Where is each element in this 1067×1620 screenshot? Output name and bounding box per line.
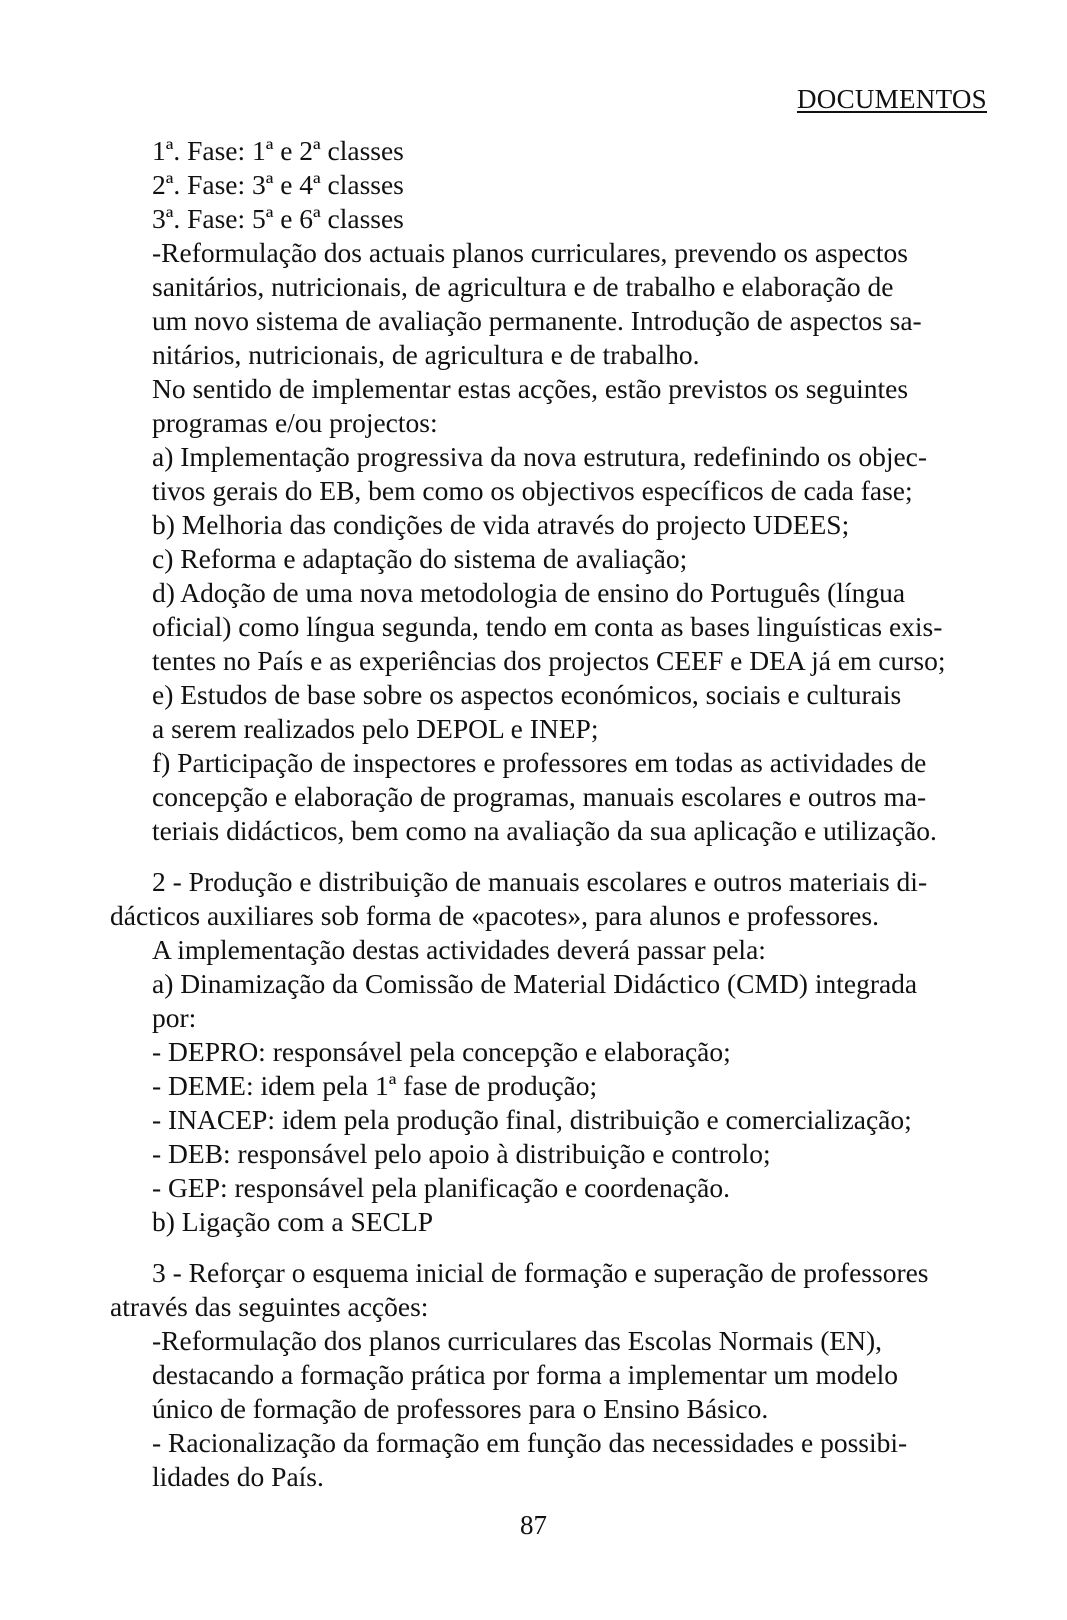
program-item-e: [152, 678, 985, 746]
program-item-b: [152, 508, 985, 542]
section-2-body: [110, 933, 985, 1239]
text-line: a serem realizados pelo DEPOL e INEP;: [152, 713, 599, 744]
text-line: sanitários, nutricionais, de agricultura e de trabalho e elaboração de: [152, 271, 894, 302]
section-3-heading: [110, 1256, 985, 1324]
phase-line: 1ª. Fase: 1ª e 2ª classes: [152, 135, 404, 166]
section-3-body: [110, 1324, 985, 1494]
text-line: lidades do País.: [152, 1461, 324, 1492]
page-number: 87: [520, 1510, 547, 1540]
text-line: a) Dinamização da Comissão de Material Didáctico (CMD) integrada: [152, 968, 918, 999]
text-line: e) Estudos de base sobre os aspectos económicos, sociais e culturais: [152, 679, 902, 710]
text-line: programas e/ou projectos:: [152, 407, 438, 438]
programs-intro: [110, 372, 985, 440]
text-line: - Racionalização da formação em função das necessidades e possibi-: [152, 1427, 908, 1458]
running-header: DOCUMENTOS: [796, 84, 987, 114]
program-item-c: [152, 542, 985, 576]
text-line: nitários, nutricionais, de agricultura e de trabalho.: [152, 339, 700, 370]
text-line: a) Implementação progressiva da nova estrutura, redefinindo os objec-: [152, 441, 928, 472]
text-line: único de formação de professores para o Ensino Básico.: [152, 1393, 769, 1424]
text-line: -Reformulação dos planos curriculares das Escolas Normais (EN),: [152, 1325, 883, 1356]
member-line: - GEP: responsável pela planificação e coordenação.: [152, 1172, 730, 1203]
text-line: 2 - Produção e distribuição de manuais escolares e outros materiais di-: [152, 866, 928, 897]
text-line: c) Reforma e adaptação do sistema de avaliação;: [152, 543, 688, 574]
member-line: - DEME: idem pela 1ª fase de produção;: [152, 1070, 598, 1101]
phase-list: [110, 134, 985, 236]
text-line: 3 - Reforçar o esquema inicial de formação e superação de professores: [152, 1257, 929, 1288]
reformulation-paragraph: [110, 236, 985, 372]
text-line: b) Ligação com a SECLP: [152, 1206, 434, 1237]
program-item-f: [152, 746, 985, 848]
text-line: teriais didácticos, bem como na avaliação da sua aplicação e utilização.: [152, 815, 937, 846]
text-line: destacando a formação prática por forma a implementar um modelo: [152, 1359, 899, 1390]
text-line: d) Adoção de uma nova metodologia de ensino do Português (língua: [152, 577, 906, 608]
text-line: um novo sistema de avaliação permanente. Introdução de aspectos sa-: [152, 305, 922, 336]
text-line: dácticos auxiliares sob forma de «pacotes», para alunos e professores.: [110, 900, 879, 931]
member-line: - DEB: responsável pelo apoio à distribuição e controlo;: [152, 1138, 771, 1169]
text-line: oficial) como língua segunda, tendo em conta as bases linguísticas exis-: [152, 611, 943, 642]
program-item-d: [152, 576, 985, 678]
phase-line: 2ª. Fase: 3ª e 4ª classes: [152, 169, 404, 200]
text-line: por:: [152, 1002, 197, 1033]
section-gap: [110, 848, 985, 865]
member-line: - INACEP: idem pela produção final, distribuição e comercialização;: [152, 1104, 912, 1135]
section-gap: [110, 1239, 985, 1256]
text-line: f) Participação de inspectores e professores em todas as actividades de: [152, 747, 927, 778]
text-line: tentes no País e as experiências dos projectos CEEF e DEA já em curso;: [152, 645, 946, 676]
text-line: tivos gerais do EB, bem como os objectivos específicos de cada fase;: [152, 475, 913, 506]
text-line: concepção e elaboração de programas, manuais escolares e outros ma-: [152, 781, 927, 812]
program-item-a: [152, 440, 985, 508]
page-body: [110, 134, 985, 1494]
phase-line: 3ª. Fase: 5ª e 6ª classes: [152, 203, 404, 234]
text-line: A implementação destas actividades deverá passar pela:: [152, 934, 766, 965]
text-line: -Reformulação dos actuais planos curriculares, prevendo os aspectos: [152, 237, 908, 268]
text-line: através das seguintes acções:: [110, 1291, 429, 1322]
programs-list: [110, 440, 985, 848]
section-2-heading: [110, 865, 985, 933]
text-line: b) Melhoria das condições de vida através do projecto UDEES;: [152, 509, 850, 540]
member-line: - DEPRO: responsável pela concepção e elaboração;: [152, 1036, 731, 1067]
text-line: No sentido de implementar estas acções, estão previstos os seguintes: [152, 373, 909, 404]
